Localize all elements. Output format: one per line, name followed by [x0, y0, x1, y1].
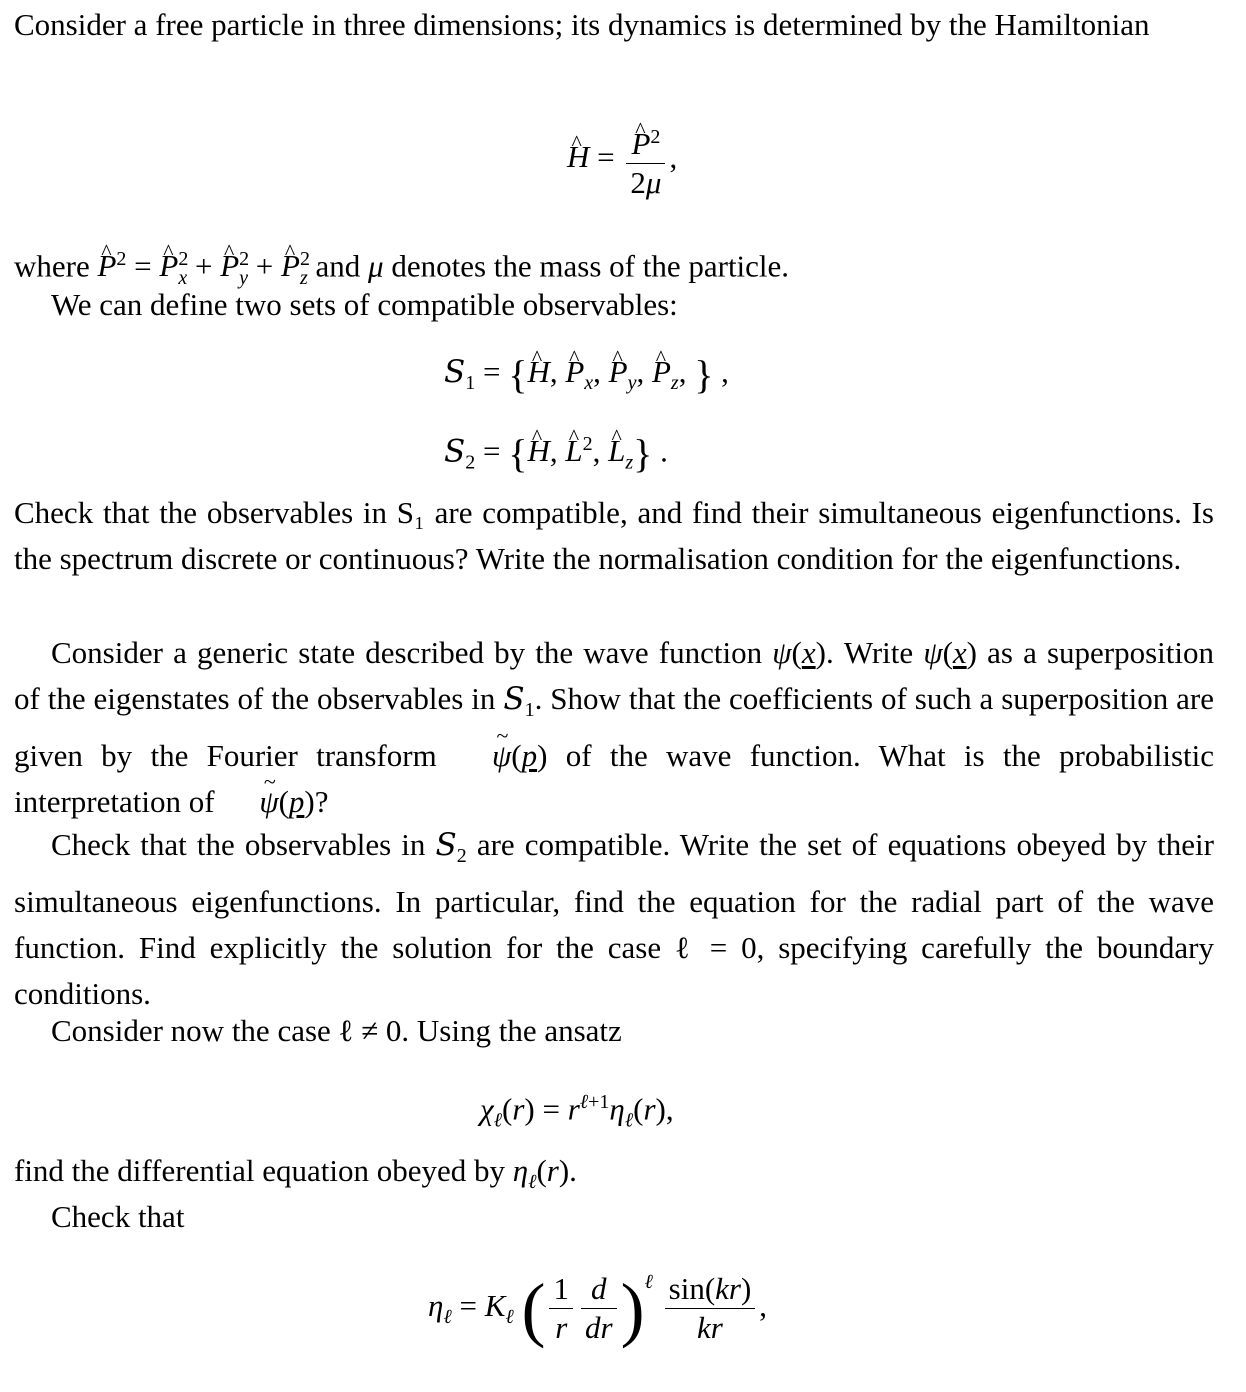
paragraph-where: where P ^$^2$ = P ^$^2_x$ + P ^$^2_y$ + P ^$^2_z$ and μ denotes the mass of the particle.	[14, 236, 1214, 301]
paragraph-diff-eq: find the differential equation obeyed by $\eta_\ell(r)$.	[14, 1153, 577, 1194]
equation-eta-solution: $\eta_\ell = K_\ell$ ( $\frac{1}{r}$ $\frac{d}{dr}$ )$^\ell$ $\frac{\sin(kr)}{kr}$ ,	[428, 1268, 768, 1349]
equation-s2: $S_2 = \{H$ ^, L ^$^2$, L $\^{}_z$} .	[444, 424, 668, 483]
paragraph-check-s1: Check that the observables in S₁ are compatible, and find their simultaneous eigenfunctions. Is the spectrum discrete or continuous? Write the normalisation condition for the eigenfunctions.	[14, 495, 1214, 576]
paragraph-check-s2: Check that the observables in $S_2$ are compatible. Write the set of equations obeyed by their simultaneous eigenfunctions. In particular, find the equation for the radial part of the wave function. Find explicitly the solution for the case ℓ = 0, specifying carefully the boundary conditions.	[14, 827, 1214, 1012]
paragraph-define: We can define two sets of compatible observables:	[51, 287, 678, 322]
equation-s1: $S_1 = \{H$ ^, P $\^{}_x$, P $\^{}_y$, P $\^{}_z$, } ,	[444, 352, 729, 403]
paragraph-generic-state: Consider a generic state described by the wave function ψ(x). Write ψ(x) as a superposition of the eigenstates of the observables in $S_1$. Show that the coefficients of such a superposition are given by the Fourier transform ψ ~(p) of the wave function. What is the probabilistic interpretation of ψ ~(p)?	[14, 630, 1214, 825]
paragraph-ansatz: Consider now the case ℓ ≠ 0. Using the ansatz	[51, 1013, 622, 1048]
paragraph-intro: Consider a free particle in three dimensions; its dynamics is determined by the Hamiltonian	[14, 7, 1150, 42]
equation-ansatz: $\chi_\ell(r) = r^{\ell+1}\eta_\ell(r)$,	[480, 1091, 674, 1132]
equation-hamiltonian: H ^ = $\frac{P \^{}^2}{2\mu}$ ,	[567, 118, 677, 202]
paragraph-check-that: Check that	[51, 1199, 185, 1234]
